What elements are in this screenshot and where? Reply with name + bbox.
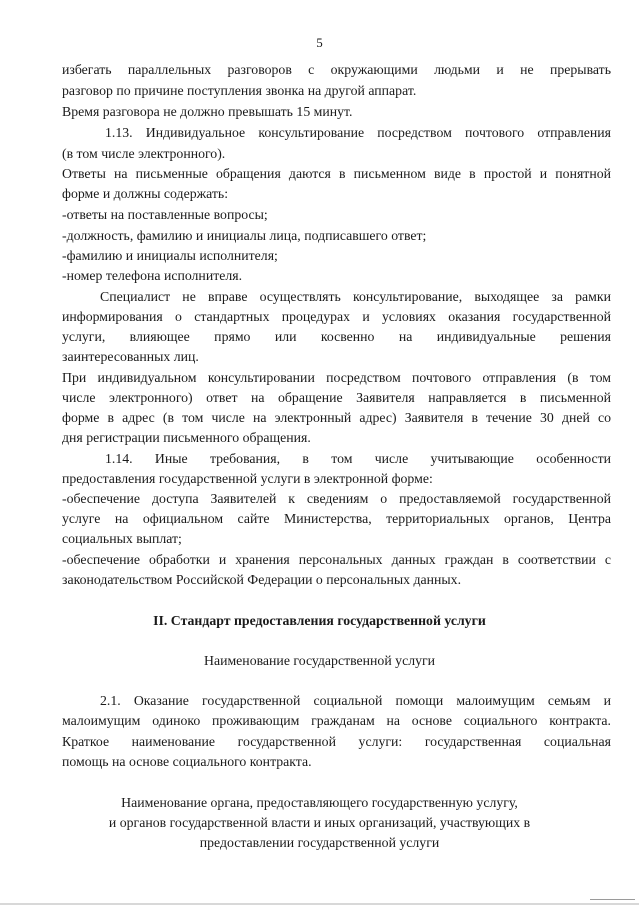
subsection-heading: Наименование государственной услуги [203, 653, 436, 668]
text-line: форме в адрес (в том числе на электронный адрес) Заявителя в течение 30 дней со [62, 410, 611, 425]
text-line: помощь на основе социального контракта. [62, 754, 312, 769]
text-line: Краткое наименование государственной услуги: государственная социальная [62, 734, 611, 749]
subsection-heading: Наименование органа, предоставляющего государственную услугу, [121, 795, 518, 810]
text-line: разговор по причине поступления звонка на другой аппарат. [62, 83, 417, 98]
list-item: законодательством Российской Федерации о персональных данных. [62, 572, 462, 587]
list-item: -должность, фамилию и инициалы лица, подписавшего ответ; [62, 228, 427, 243]
text-line: (в том числе электронного). [62, 146, 226, 161]
list-item: -обеспечение доступа Заявителей к сведениям о предоставляемой государственной [62, 491, 611, 506]
list-item: -ответы на поставленные вопросы; [62, 207, 268, 222]
list-item: -обеспечение обработки и хранения персональных данных граждан в соответствии с [62, 552, 611, 567]
text-line: числе электронного) ответ на обращение Заявителя направляется в письменной [62, 390, 611, 405]
text-line: форме и должны содержать: [62, 186, 229, 201]
text-line: предоставления государственной услуги в электронной форме: [62, 471, 433, 486]
text-line: Время разговора не должно превышать 15 минут. [62, 104, 353, 119]
text-line: избегать параллельных разговоров с окружающими людьми и не прерывать [62, 62, 611, 77]
text-line: Специалист не вправе осуществлять консультирование, выходящее за рамки [100, 289, 611, 304]
text-line: При индивидуальном консультировании посредством почтового отправления (в том [62, 370, 611, 385]
text-line: 1.13. Индивидуальное консультирование посредством почтового отправления [105, 125, 611, 140]
subsection-heading: и органов государственной власти и иных организаций, участвующих в [108, 815, 531, 830]
text-line: 2.1. Оказание государственной социальной помощи малоимущим семьям и [100, 693, 611, 708]
text-line: заинтересованных лиц. [62, 349, 199, 364]
text-line: информирования о стандартных процедурах и условиях оказания государственной [62, 309, 611, 324]
scan-edge-mark [590, 899, 635, 900]
text-line: дня регистрации письменного обращения. [62, 430, 311, 445]
section-heading: II. Стандарт предоставления государственной услуги [153, 613, 486, 628]
text-line: 1.14. Иные требования, в том числе учитывающие особенности [105, 451, 611, 466]
list-item: социальных выплат; [62, 531, 182, 546]
list-item: -фамилию и инициалы исполнителя; [62, 248, 278, 263]
text-line: малоимущим одиноко проживающим гражданам на основе социального контракта. [62, 713, 611, 728]
subsection-heading: предоставлении государственной услуги [199, 835, 440, 850]
text-line: Ответы на письменные обращения даются в письменном виде в простой и понятной [62, 166, 611, 181]
list-item: -номер телефона исполнителя. [62, 268, 243, 283]
page-number: 5 [316, 35, 323, 50]
list-item: услуге на официальном сайте Министерства, территориальных органов, Центра [62, 511, 611, 526]
text-line: услуги, влияющее прямо или косвенно на индивидуальные решения [62, 329, 611, 344]
